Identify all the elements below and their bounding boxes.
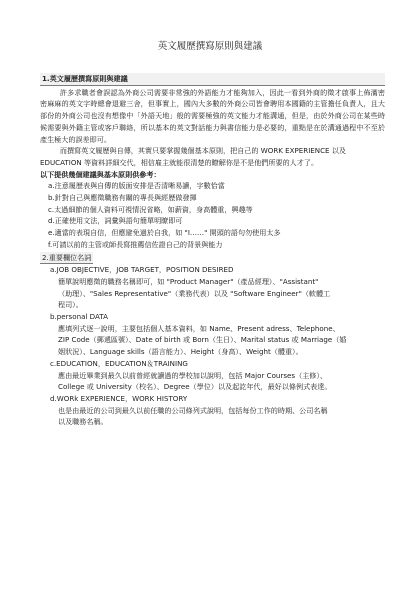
- field-d-title: d.WORk EXPERIENCE，WORK HISTORY: [50, 393, 188, 403]
- principle-item-c: c.太過細節的個人資料可視情況省略，如薪資，身高體重，興趣等: [48, 204, 253, 214]
- section-1-paragraph-2: 而撰寫英文履歷與自傳，其實只要掌握幾個基本原則，把自己的 WORK EXPERIENCE 以及 EDUCATION 等資料詳細交代，相信雇主就能很清楚的瞭解你是不是他們所要的人才了。: [40, 146, 346, 167]
- field-b-line-1: 應填列式逐一說明，主要包括個人基本資料，如 Name、Present adress、Telephone、: [58, 323, 340, 333]
- principle-item-f: f.可請以前的主管或師長寫推薦信佐證自己的背景與能力: [48, 239, 223, 249]
- field-c-line-2: College 或 University（校名）、Degree（學位）以及起訖年代，最好以條例式表達。: [58, 382, 332, 392]
- field-c-line-1: 應由最近畢業到最久以前曾經就讀過的學校加以說明，包括 Major Courses（主修）、: [58, 370, 328, 380]
- document-body: [40, 73, 385, 428]
- field-a-line-3: 程司）。: [58, 300, 83, 310]
- principle-item-e: e.適當的表現自信，但應避免過於自我，如 "I……" 開頭的語句勿使用太多: [48, 228, 281, 238]
- field-a-line-2: （助理）、"Sales Representative"（業務代表）以及 "Software Engineer"（軟體工: [58, 288, 331, 298]
- section-2-heading: 2.重要欄位名詞: [40, 252, 93, 265]
- principle-item-b: b.針對自己與應徵職務有關的專長與經歷做發揮: [48, 193, 197, 203]
- section-1-paragraph-1: 許多求職者會誤認為外商公司需要非常強的外語能力才能夠加入，因此一看到外商的徵才啟事上佈滿密密麻麻的英文字時總會退避三舍，但事實上，國內大多數的外商公司皆會聘用本國籍的主管擔任負責人，且大部份的外商公司也沒有想像中「外語天地」般的需要極強的英文能力才能溝通，但是，由於外商公司在某些時候需要與外籍主管或客戶聯絡，所以基本的英文對話能力與書信能力是必要的，重點是在於溝通過程中不至於產生極大的誤差即可。: [40, 87, 385, 144]
- field-b-title: b.personal DATA: [50, 312, 108, 322]
- principle-item-d: d.正確使用文法，詞彙與語句簡單明瞭即可: [48, 216, 183, 226]
- field-b-line-3: 姻狀況）、Language skills（語言能力）、Height（身高）、Weight（體重）。: [58, 347, 303, 357]
- field-b-line-2: ZIP Code（郵遞區號）、Date of birth 或 Born（生日）、Marital status 或 Marriage（婚: [58, 335, 347, 345]
- field-d-line-2: 以及職務名稱。: [58, 417, 108, 427]
- document-title: 英文履歷撰寫原則與建議: [157, 41, 263, 52]
- field-c-title: c.EDUCATION，EDUCATION＆TRAINING: [50, 358, 188, 368]
- field-d-line-1: 也是由最近的公司到最久以前任職的公司條列式說明，包括每份工作的時期、公司名稱: [58, 405, 328, 415]
- field-a-title: a.JOB OBJECTIVE，JOB TARGET，POSITION DESIRED: [50, 265, 234, 275]
- section-2-heading-wrap: [40, 251, 385, 265]
- principles-heading: 以下提供幾個建議與基本原則供參考：: [40, 169, 161, 179]
- principle-item-a: a.注意履歷表與自傳的版面安排是否清晰易讀，字數恰當: [48, 181, 225, 191]
- field-a-line-1: 簡單說明應徵的職務名稱即可，如 "Product Manager"（產品經理）、"Assistant": [58, 276, 319, 286]
- section-1-heading: 1.英文履歷撰寫原則與建議: [40, 73, 385, 86]
